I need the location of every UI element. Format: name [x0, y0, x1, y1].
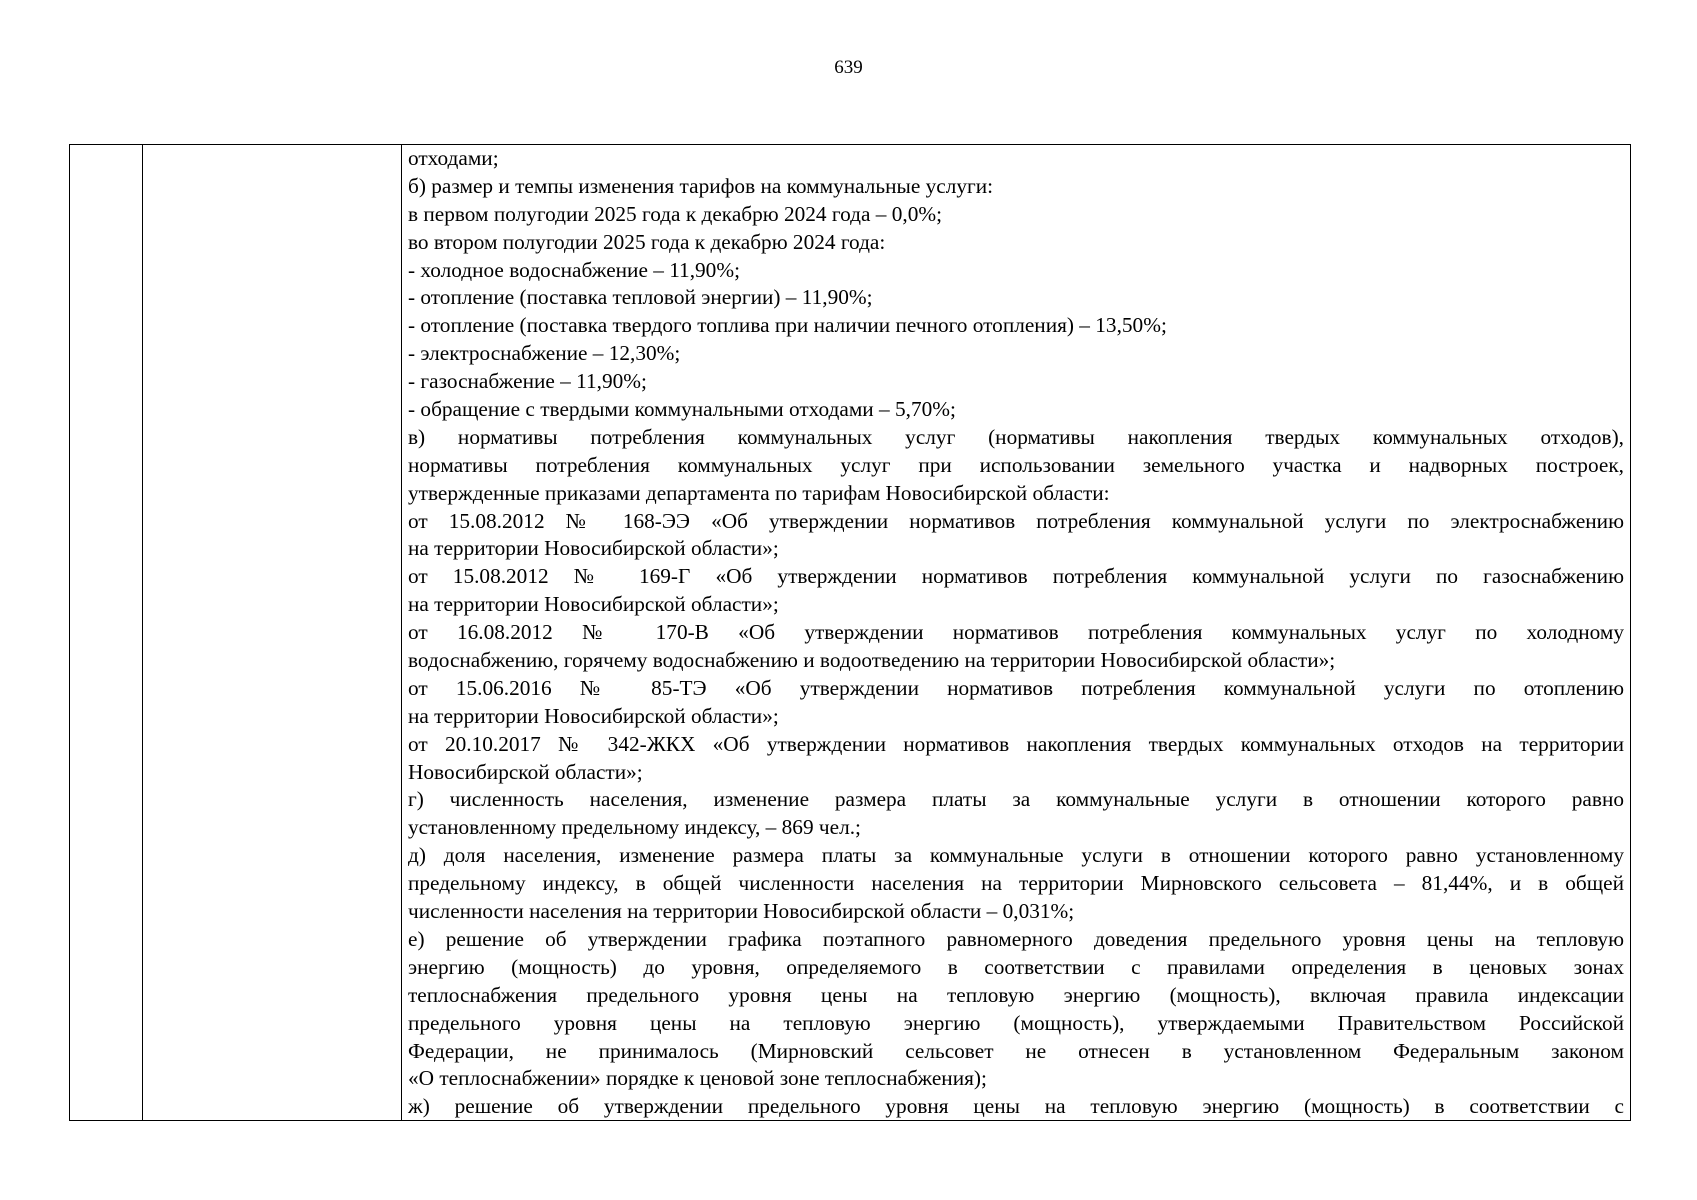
text-line: е) решение об утверждении графика поэтапного равномерного доведения предельного уровня цены на тепловую	[408, 926, 1624, 951]
text-line: на территории Новосибирской области»;	[408, 703, 779, 728]
text-line: ж) решение об утверждении предельного уровня цены на тепловую энергию (мощность) в соответствии с	[408, 1094, 1624, 1119]
text-line: во втором полугодии 2025 года к декабрю 2024 года:	[408, 229, 886, 254]
text-line: на территории Новосибирской области»;	[408, 592, 779, 617]
text-line: на территории Новосибирской области»;	[408, 536, 779, 561]
text-line: численности населения на территории Новосибирской области – 0,031%;	[408, 899, 1075, 924]
text-line: установленному предельному индексу, – 869 чел.;	[408, 815, 861, 840]
text-line: - холодное водоснабжение – 11,90%;	[408, 257, 740, 282]
text-line: - электроснабжение – 12,30%;	[408, 341, 681, 366]
text-line: предельного уровня цены на тепловую энергию (мощность), утверждаемыми Правительством Российской	[408, 1010, 1624, 1035]
text-line: г) численность населения, изменение размера платы за коммунальные услуги в отношении которого равно	[408, 787, 1624, 812]
table-text-cell	[408, 145, 1624, 1121]
text-line: - обращение с твердыми коммунальными отходами – 5,70%;	[408, 397, 956, 422]
column-divider-1	[142, 145, 143, 1120]
text-line: предельному индексу, в общей численности населения на территории Мирновского сельсовета – 81,44%, и в общей	[408, 871, 1624, 896]
text-line: Новосибирской области»;	[408, 759, 643, 784]
text-line: «О теплоснабжении» порядке к ценовой зоне теплоснабжения);	[408, 1066, 987, 1091]
text-line: от 15.06.2016 № 85-ТЭ «Об утверждении нормативов потребления коммунальной услуги по отоплению	[408, 675, 1624, 700]
text-line: от 20.10.2017 № 342-ЖКХ «Об утверждении нормативов накопления твердых коммунальных отходов на территории	[408, 731, 1624, 756]
text-line: теплоснабжения предельного уровня цены на тепловую энергию (мощность), включая правила индексации	[408, 982, 1624, 1007]
text-line: в первом полугодии 2025 года к декабрю 2024 года – 0,0%;	[408, 201, 943, 226]
text-line: от 16.08.2012 № 170-В «Об утверждении нормативов потребления коммунальных услуг по холодному	[408, 620, 1624, 645]
text-line: б) размер и темпы изменения тарифов на коммунальные услуги:	[408, 173, 994, 198]
text-line: в) нормативы потребления коммунальных услуг (нормативы накопления твердых коммунальных отходов),	[408, 424, 1624, 449]
text-line: энергию (мощность) до уровня, определяемого в соответствии с правилами определения в ценовых зонах	[408, 954, 1624, 979]
text-line: - отопление (поставка твердого топлива при наличии печного отопления) – 13,50%;	[408, 313, 1167, 338]
page-number: 639	[834, 57, 863, 78]
text-line: отходами;	[408, 146, 499, 170]
text-line: Федерации, не принималось (Мирновский сельсовет не отнесен в установленном Федеральным законом	[408, 1038, 1624, 1063]
document-table	[69, 144, 1631, 1121]
text-line: нормативы потребления коммунальных услуг при использовании земельного участка и надворных построек,	[408, 452, 1624, 477]
text-line: д) доля населения, изменение размера платы за коммунальные услуги в отношении которого равно установленному	[408, 843, 1624, 868]
text-line: водоснабжению, горячему водоснабжению и водоотведению на территории Новосибирской области»;	[408, 648, 1336, 673]
text-line: утвержденные приказами департамента по тарифам Новосибирской области:	[408, 480, 1110, 505]
column-divider-2	[401, 145, 402, 1120]
text-line: - отопление (поставка тепловой энергии) – 11,90%;	[408, 285, 873, 310]
text-line: - газоснабжение – 11,90%;	[408, 369, 647, 394]
text-line: от 15.08.2012 № 168-ЭЭ «Об утверждении нормативов потребления коммунальной услуги по электроснабжению	[408, 508, 1624, 533]
text-line: от 15.08.2012 № 169-Г «Об утверждении нормативов потребления коммунальной услуги по газоснабжению	[408, 564, 1624, 589]
